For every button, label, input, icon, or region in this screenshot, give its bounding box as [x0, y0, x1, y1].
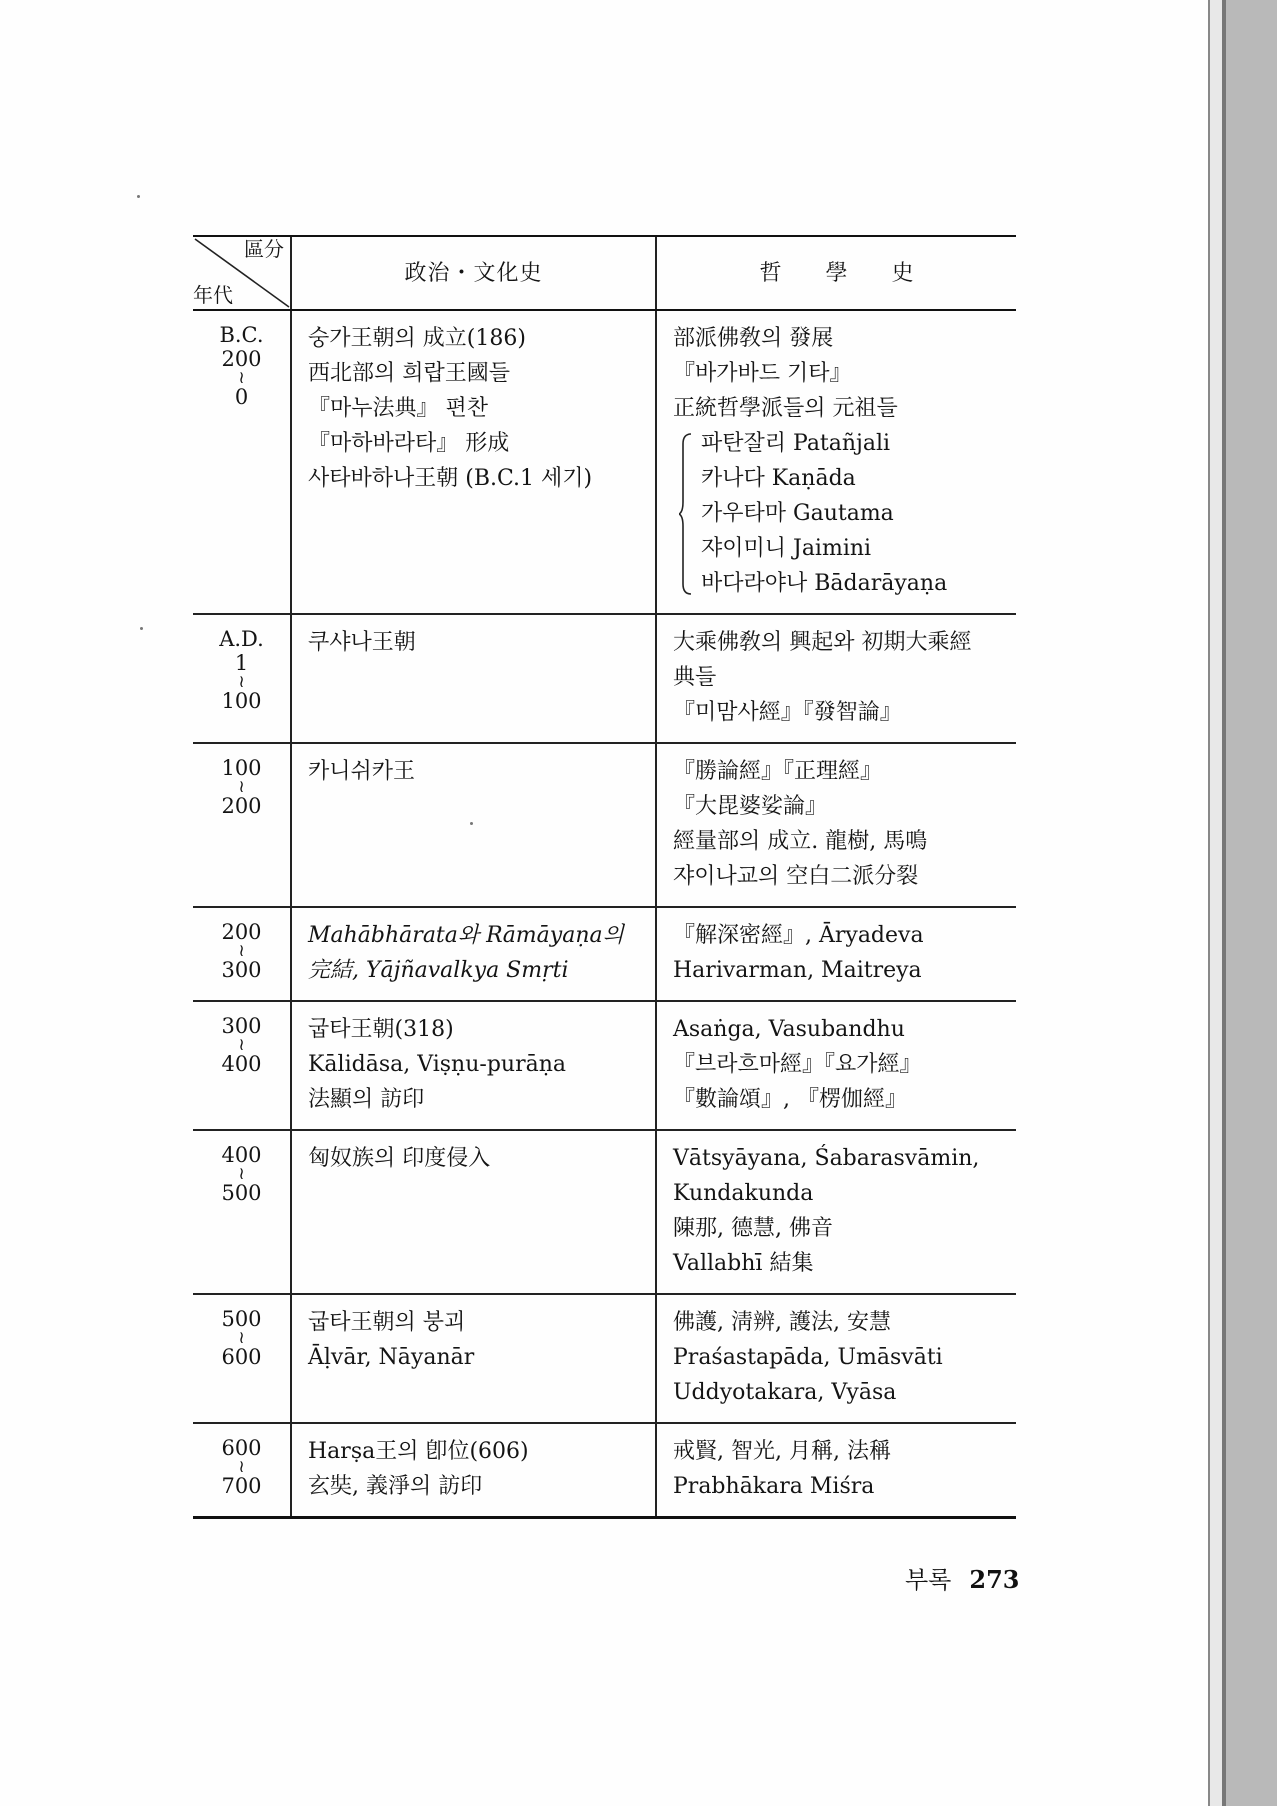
appendix-label: 부록 — [905, 1566, 952, 1594]
chronology-table-container — [193, 235, 1016, 1519]
column-header-politics: 政治・文化史 — [291, 236, 656, 310]
table-row — [193, 907, 1016, 1001]
politics-cell: 굽타王朝(318) Kālidāsa, Viṣṇu-purāṇa 法顯의 訪印 — [291, 1001, 656, 1130]
philosophy-cell: 大乘佛敎의 興起와 初期大乘經 典들 『미맘사經』『發智論』 — [656, 614, 1016, 743]
era-cell: 200 ≀ 300 — [193, 907, 291, 1001]
table-row — [193, 1001, 1016, 1130]
politics-cell: 굽타王朝의 붕괴 Āḷvār, Nāyanār — [291, 1294, 656, 1423]
philosophy-cell: Vātsyāyana, Śabarasvāmin, Kundakunda 陳那, 德慧, 佛音 Vallabhī 結集 — [656, 1130, 1016, 1294]
page-footer — [905, 1560, 1019, 1595]
philosophy-cell: Asaṅga, Vasubandhu 『브라흐마經』『요가經』 『數論頌』, 『楞伽經』 — [656, 1001, 1016, 1130]
era-cell: 300 ≀ 400 — [193, 1001, 291, 1130]
philosophy-cell: 『勝論經』『正理經』 『大毘婆娑論』 經量部의 成立. 龍樹, 馬鳴 쟈이나교의 空白二派分裂 — [656, 743, 1016, 907]
table-row — [193, 1130, 1016, 1294]
philosophy-cell: 『解深密經』, Āryadeva Harivarman, Maitreya — [656, 907, 1016, 1001]
politics-cell: Mahābhārata와 Rāmāyaṇa의 完結, Yājñavalkya Smṛti — [291, 907, 656, 1001]
table-row — [193, 1294, 1016, 1423]
table-row — [193, 1423, 1016, 1518]
corner-header — [193, 236, 291, 310]
politics-cell: 카니쉬카王 — [291, 743, 656, 907]
politics-cell: Harṣa王의 卽位(606) 玄奘, 義淨의 訪印 — [291, 1423, 656, 1518]
politics-cell: 匈奴族의 印度侵入 — [291, 1130, 656, 1294]
era-cell: 100 ≀ 200 — [193, 743, 291, 907]
page-edge — [1208, 0, 1222, 1806]
table-row — [193, 310, 1016, 614]
table-row — [193, 743, 1016, 907]
founders-group: 파탄잘리 Patañjali 카나다 Kaṇāda 가우타마 Gautama 쟈이미니 Jaimini 바다라야나 Bādarāyaṇa — [673, 426, 1010, 601]
era-cell: 400 ≀ 500 — [193, 1130, 291, 1294]
politics-cell: 쿠샤나王朝 — [291, 614, 656, 743]
politics-cell: 숭가王朝의 成立(186) 西北部의 희랍王國들 『마누法典』 편찬 『마하바라타』 形成 사타바하나王朝 (B.C.1 세기) — [291, 310, 656, 614]
era-cell: A.D. 1 ≀ 100 — [193, 614, 291, 743]
era-cell: B.C. 200 ≀ 0 — [193, 310, 291, 614]
column-header-philosophy: 哲 學 史 — [656, 236, 1016, 310]
page-number: 273 — [969, 1565, 1020, 1594]
page-edge-shadow — [1222, 0, 1226, 1806]
era-cell: 500 ≀ 600 — [193, 1294, 291, 1423]
philosophy-cell: 部派佛敎의 發展 『바가바드 기타』 正統哲學派들의 元祖들 파탄잘리 Patañjali 카나다 Kaṇāda 가우타마 Gautama 쟈이미니 Jaimini 바다라야나 Bādarāyaṇa — [656, 310, 1016, 614]
corner-top-label: 區分 — [244, 237, 284, 261]
speck — [140, 627, 143, 630]
era-cell: 600 ≀ 700 — [193, 1423, 291, 1518]
corner-bottom-label: 年代 — [193, 283, 233, 307]
philosophy-cell: 戒賢, 智光, 月稱, 法稱 Prabhākara Miśra — [656, 1423, 1016, 1518]
chronology-table — [193, 235, 1016, 1519]
table-row — [193, 614, 1016, 743]
table-header — [193, 236, 1016, 310]
speck — [137, 195, 140, 198]
curly-brace-icon — [679, 432, 693, 596]
philosophy-cell: 佛護, 淸辨, 護法, 安慧 Praśastapāda, Umāsvāti Uddyotakara, Vyāsa — [656, 1294, 1016, 1423]
